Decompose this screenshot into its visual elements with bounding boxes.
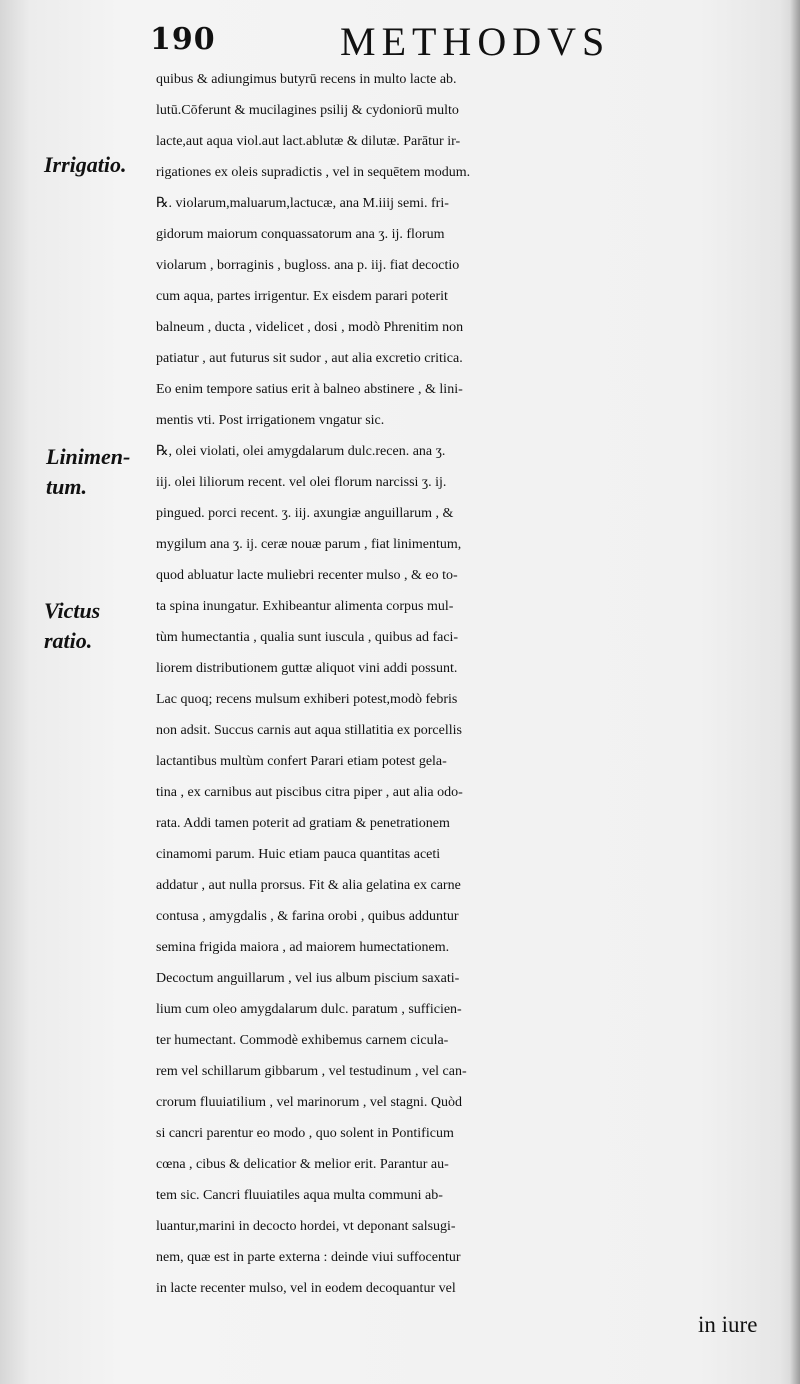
text-line: iij. olei liliorum recent. vel olei florum narcissi ʒ. ij. [156, 475, 447, 490]
text-line: gidorum maiorum conquassatorum ana ʒ. ij. florum [156, 227, 445, 242]
text-line: Decoctum anguillarum , vel ius album piscium saxati- [156, 971, 460, 986]
text-line: Lac quoq; recens mulsum exhiberi potest,modò febris [156, 692, 458, 707]
text-line: lium cum oleo amygdalarum dulc. paratum , sufficien- [156, 1002, 462, 1017]
text-line: Eo enim tempore satius erit à balneo abstinere , & lini- [156, 382, 463, 397]
margin-note-irrigatio [44, 150, 127, 180]
text-line: in lacte recenter mulso, vel in eodem decoquantur vel [156, 1281, 456, 1296]
text-line: tem sic. Cancri fluuiatiles aqua multa communi ab- [156, 1188, 443, 1203]
text-line: cum aqua, partes irrigentur. Ex eisdem parari poterit [156, 289, 448, 304]
margin-note-text: Victus [44, 598, 101, 623]
text-line: quibus & adiungimus butyrū recens in multo lacte ab. [156, 72, 457, 87]
text-line: lutū.Cōferunt & mucilagines psilij & cydoniorū multo [156, 103, 459, 118]
text-line: semina frigida maiora , ad maiorem humectationem. [156, 940, 450, 955]
text-line: lacte,aut aqua viol.aut lact.ablutæ & dilutæ. Parātur ir- [156, 134, 461, 149]
text-line: liorem distributionem guttæ aliquot vini addi possunt. [156, 661, 458, 676]
text-line: violarum , borraginis , bugloss. ana p. iij. fiat decoctio [156, 258, 460, 273]
text-line: cœna , cibus & delicatior & melior erit. Parantur au- [156, 1157, 449, 1172]
text-line: mygilum ana ʒ. ij. ceræ nouæ parum , fiat linimentum, [156, 537, 462, 552]
text-line: rigationes ex oleis supradictis , vel in sequētem modum. [156, 165, 471, 180]
page-edge-shadow [790, 0, 800, 1384]
text-line: si cancri parentur eo modo , quo solent in Pontificum [156, 1126, 454, 1141]
text-line: balneum , ducta , videlicet , dosi , modò Phrenitim non [156, 320, 464, 335]
text-line: nem, quæ est in parte externa : deinde viui suffocentur [156, 1250, 461, 1265]
text-line: crorum fluuiatilium , vel marinorum , vel stagni. Quòd [156, 1095, 462, 1110]
text-line: pingued. porci recent. ʒ. iij. axungiæ anguillarum , & [156, 506, 454, 521]
text-line: tina , ex carnibus aut piscibus citra piper , aut alia odo- [156, 785, 463, 800]
text-line: quod abluatur lacte muliebri recenter mulso , & eo to- [156, 568, 458, 583]
text-line: luantur,marini in decocto hordei, vt deponant salsugi- [156, 1219, 456, 1234]
text-line: cinamomi parum. Huic etiam pauca quantitas aceti [156, 847, 441, 862]
margin-note-victus-ratio [44, 596, 100, 656]
margin-note-text: Linimen- [46, 444, 131, 469]
text-line: tùm humectantia , qualia sunt iuscula , quibus ad faci- [156, 630, 459, 645]
margin-note-text: Irrigatio. [44, 152, 127, 177]
text-line: addatur , aut nulla prorsus. Fit & alia gelatina ex carne [156, 878, 461, 893]
running-head: METHODVS [340, 19, 611, 64]
text-line: ℞. violarum,maluarum,lactucæ, ana M.iiij semi. fri- [156, 196, 449, 211]
text-line: ta spina inungatur. Exhibeantur alimenta corpus mul- [156, 599, 454, 614]
margin-note-text: ratio. [44, 628, 93, 653]
margin-note-linimentum [46, 442, 130, 502]
margin-note-text: tum. [46, 474, 87, 499]
main-text-block [156, 64, 776, 1304]
text-line: mentis vti. Post irrigationem vngatur sic. [156, 413, 385, 428]
text-line: non adsit. Succus carnis aut aqua stillatitia ex porcellis [156, 723, 462, 738]
page-number: 190 [150, 22, 216, 57]
text-line: ℞, olei violati, olei amygdalarum dulc.recen. ana ʒ. [156, 444, 446, 459]
text-line: rem vel schillarum gibbarum , vel testudinum , vel can- [156, 1064, 467, 1079]
text-line: patiatur , aut futurus sit sudor , aut alia excretio critica. [156, 351, 463, 366]
text-line: ter humectant. Commodè exhibemus carnem cicula- [156, 1033, 449, 1048]
text-line: contusa , amygdalis , & farina orobi , quibus adduntur [156, 909, 459, 924]
text-line: rata. Addi tamen poterit ad gratiam & penetrationem [156, 816, 450, 831]
catchword: in iure [698, 1312, 758, 1337]
text-line: lactantibus multùm confert Parari etiam potest gela- [156, 754, 447, 769]
